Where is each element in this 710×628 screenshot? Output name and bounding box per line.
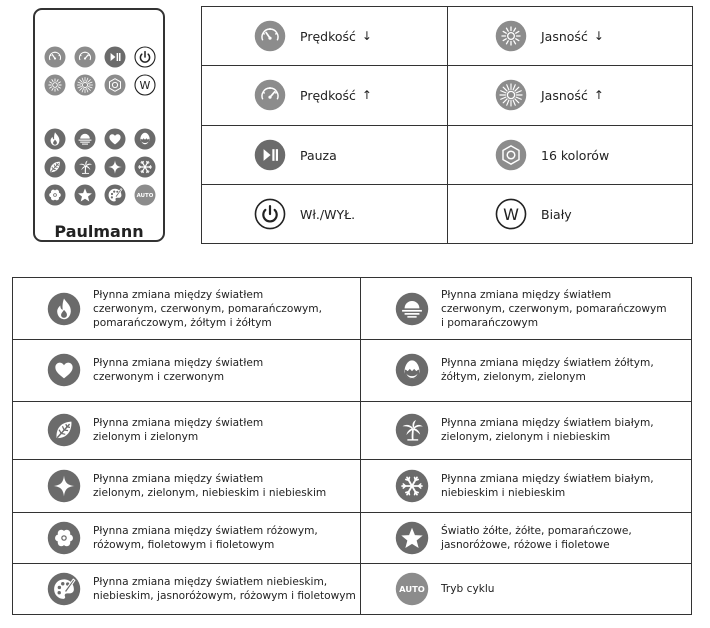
remote-egg-button[interactable]	[134, 128, 156, 150]
control-label: Jasność	[541, 87, 588, 103]
colors-16-icon	[495, 139, 527, 171]
control-label: 16 kolorów	[541, 147, 610, 163]
remote-16-colors-button[interactable]	[104, 74, 126, 96]
mode-description: Płynna zmiana między światłem niebieskim, niebieskim, jasnoróżowym, różowym i fioletowym	[93, 576, 356, 602]
remote-speed-down-button[interactable]	[44, 46, 66, 68]
remote-speed-up-button[interactable]	[74, 46, 96, 68]
svg-text:W: W	[139, 78, 151, 92]
mode-row-flower	[47, 510, 318, 566]
arrow-down-icon: ↓	[361, 29, 372, 43]
remote-flame-button[interactable]	[44, 128, 66, 150]
control-label: Prędkość	[300, 28, 356, 44]
control-row-white	[495, 185, 572, 243]
white-w-icon	[495, 198, 527, 230]
mode-row-star	[395, 510, 632, 566]
brightness-up-icon	[495, 79, 527, 111]
svg-text:AUTO: AUTO	[136, 192, 154, 199]
palm-tree-icon	[395, 413, 429, 447]
control-row-brightness-down	[495, 7, 604, 65]
snowflake-icon	[395, 469, 429, 503]
mode-description: Płynna zmiana między światłem żółtym, żółtym, zielonym, zielonym	[441, 357, 654, 383]
egg-icon	[395, 353, 429, 387]
control-label: Pauza	[300, 147, 337, 163]
control-label: Prędkość	[300, 87, 356, 103]
remote-auto-button[interactable]	[134, 184, 156, 206]
mode-description: Płynna zmiana między światłem białym, niebieskim i niebieskim	[441, 473, 654, 499]
control-row-speed-up	[254, 66, 372, 124]
speed-up-icon	[254, 79, 286, 111]
remote-power-button[interactable]	[134, 46, 156, 68]
control-row-pause	[254, 126, 337, 184]
flower-icon	[47, 521, 81, 555]
control-label: Biały	[541, 206, 572, 222]
control-row-16-colors	[495, 126, 609, 184]
leaf-icon	[47, 413, 81, 447]
table-divider	[13, 339, 691, 340]
mode-row-palm	[395, 402, 654, 458]
auto-icon	[395, 572, 429, 606]
mode-description: Płynna zmiana między światłem zielonym i zielonym	[93, 417, 264, 443]
mode-row-heart	[47, 342, 263, 398]
control-row-power	[254, 185, 355, 243]
remote-white-button[interactable]	[134, 74, 156, 96]
remote-snowflake-button[interactable]	[134, 156, 156, 178]
mode-row-sunset	[395, 281, 667, 337]
remote-flower-button[interactable]	[44, 184, 66, 206]
mode-description: Płynna zmiana między światłem zielonym, zielonym, niebieskim i niebieskim	[93, 473, 327, 499]
remote-brightness-up-button[interactable]	[74, 74, 96, 96]
remote-heart-button[interactable]	[104, 128, 126, 150]
mode-row-palette	[47, 561, 356, 617]
palette-icon	[47, 572, 81, 606]
mode-description: Światło żółte, żółte, pomarańczowe, jasnoróżowe, różowe i fioletowe	[441, 525, 632, 551]
mode-description: Płynna zmiana między światłem białym, zielonym, zielonym i niebieskim	[441, 417, 654, 443]
arrow-down-icon: ↓	[593, 29, 604, 43]
flame-icon	[47, 292, 81, 326]
remote-pause-button[interactable]	[104, 46, 126, 68]
svg-text:AUTO: AUTO	[399, 584, 425, 595]
remote-leaf-button[interactable]	[44, 156, 66, 178]
remote-brightness-down-button[interactable]	[44, 74, 66, 96]
mode-row-egg	[395, 342, 654, 398]
remote-sunset-button[interactable]	[74, 128, 96, 150]
mode-description: Płynna zmiana między światłem czerwonym, czerwonym, pomarańczowym, pomarańczowym, żółtym i żółtym	[93, 289, 322, 329]
remote-control	[33, 8, 165, 242]
table-divider	[447, 7, 448, 243]
mode-row-auto	[395, 561, 495, 617]
mode-description: Tryb cyklu	[441, 583, 495, 595]
heart-icon	[47, 353, 81, 387]
modes-legend-table	[12, 277, 692, 615]
mode-row-leaf	[47, 402, 263, 458]
control-row-brightness-up	[495, 66, 604, 124]
remote-palm-button[interactable]	[74, 156, 96, 178]
svg-text:W: W	[503, 204, 519, 224]
arrow-up-icon: ↑	[361, 88, 372, 102]
remote-star-button[interactable]	[74, 184, 96, 206]
sunset-icon	[395, 292, 429, 326]
control-label: Wł./WYŁ.	[300, 206, 356, 222]
control-row-speed-down	[254, 7, 372, 65]
star-icon	[395, 521, 429, 555]
mode-row-snowflake	[395, 458, 654, 514]
sparkle-icon	[47, 469, 81, 503]
mode-row-flame	[47, 281, 322, 337]
table-divider	[360, 278, 361, 614]
speed-down-icon	[254, 20, 286, 52]
remote-sparkle-button[interactable]	[104, 156, 126, 178]
brand-logo-text: Paulmann	[54, 222, 144, 241]
mode-description: Płynna zmiana między światłem czerwonym i czerwonym	[93, 357, 264, 383]
play-pause-icon	[254, 139, 286, 171]
control-label: Jasność	[541, 28, 588, 44]
brightness-down-icon	[495, 20, 527, 52]
mode-description: Płynna zmiana między światłem różowym, różowym, fioletowym i fioletowym	[93, 525, 318, 551]
remote-palette-button[interactable]	[104, 184, 126, 206]
arrow-up-icon: ↑	[593, 88, 604, 102]
controls-legend-table	[201, 6, 693, 244]
mode-description: Płynna zmiana między światłem czerwonym, czerwonym, pomarańczowym i pomarańczowym	[441, 289, 667, 329]
mode-row-sparkle	[47, 458, 326, 514]
power-icon	[254, 198, 286, 230]
